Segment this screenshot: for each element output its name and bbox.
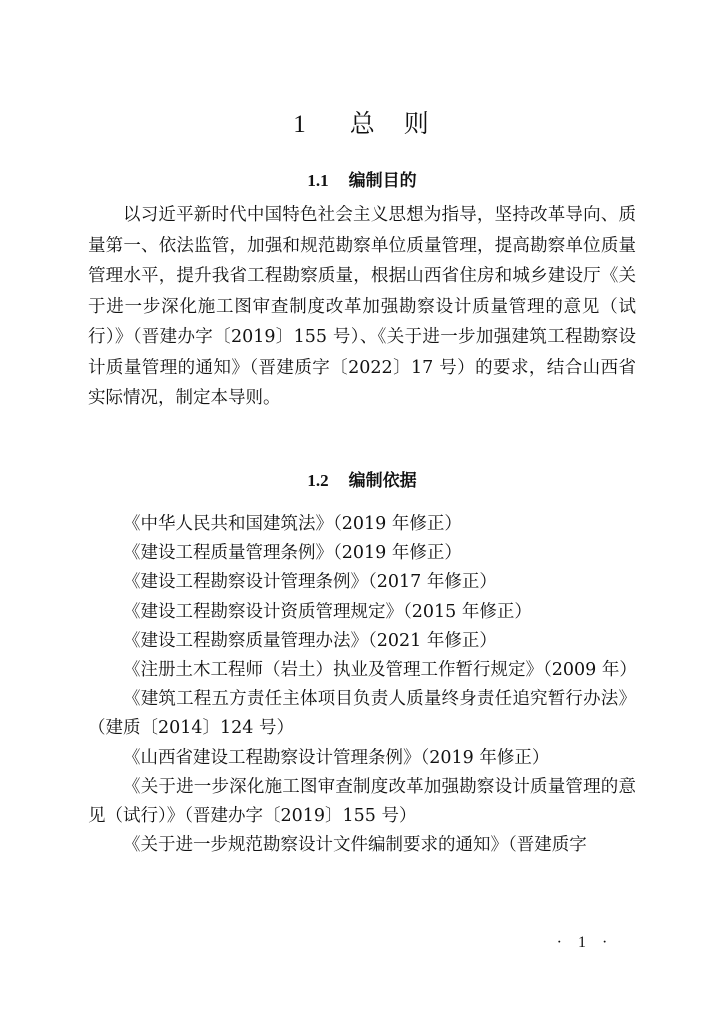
chapter-heading (0, 106, 724, 143)
reference-item: 《建设工程勘察设计资质管理规定》（2015 年修正） (123, 601, 532, 622)
reference-list (88, 510, 636, 860)
reference-item: 《建设工程质量管理条例》（2019 年修正） (123, 543, 462, 564)
reference-item: 《山西省建设工程勘察设计管理条例》（2019 年修正） (123, 747, 550, 768)
reference-item: 《建设工程勘察质量管理办法》（2021 年修正） (123, 630, 497, 651)
section-heading-1-1 (0, 168, 724, 194)
page-number: · 1 · (556, 934, 614, 951)
reference-item: 《建设工程勘察设计管理条例》（2017 年修正） (123, 572, 497, 593)
reference-item: 《关于进一步深化施工图审查制度改革加强勘察设计质量管理的意见（试行）》（晋建办字〔2019〕155 号） (88, 776, 636, 827)
section-number: 1.2 (307, 471, 329, 490)
reference-item: 《中华人民共和国建筑法》（2019 年修正） (123, 514, 462, 534)
reference-item: 《关于进一步规范勘察设计文件编制要求的通知》（晋建质字 (123, 835, 587, 856)
section-heading-1-2 (0, 468, 724, 494)
section-number: 1.1 (307, 171, 329, 190)
reference-item: 《建筑工程五方责任主体项目负责人质量终身责任追究暂行办法》（建质〔2014〕124 号） (88, 689, 636, 739)
reference-item: 《注册土木工程师（岩土）执业及管理工作暂行规定》（2009 年） (123, 660, 637, 681)
section-title-text: 编制目的 (348, 171, 417, 191)
section-1-1-body (88, 200, 636, 414)
chapter-number: 1 (293, 111, 308, 138)
chapter-title-text: 总 则 (349, 109, 431, 138)
section-title-text: 编制依据 (348, 471, 417, 491)
purpose-paragraph: 以习近平新时代中国特色社会主义思想为指导，坚持改革导向、质量第一、依法监管，加强和规范勘察单位质量管理，提高勘察单位质量管理水平，提升我省工程勘察质量，根据山西省住房和城乡建设厅《关于进一步深化施工图审查制度改革加强勘察设计质量管理的意见（试行）》（晋建办字〔2019〕155 号）、《关于进一步加强建筑工程勘察设计质量管理的通知》（晋建质字〔2022〕17 号）的要求，结合山西省实际情况，制定本导则。 (88, 205, 636, 408)
